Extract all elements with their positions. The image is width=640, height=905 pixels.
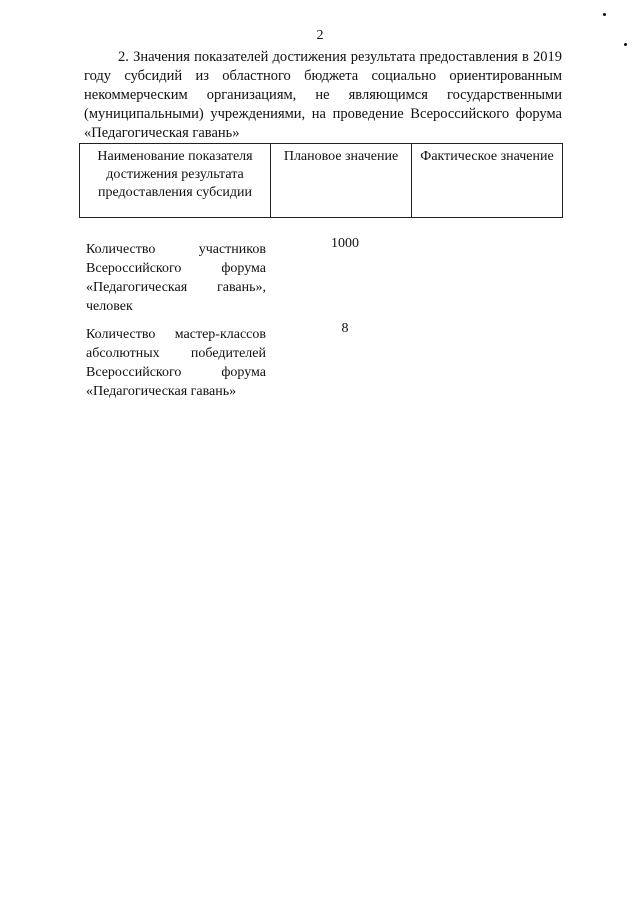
section-intro-paragraph: 2. Значения показателей достижения результата предоставления в 2019 году субсидий из областного бюджета социально ориентированным некоммерческим организациям, не являющимся государственными (муниципальными) учреждениями, на проведение Всероссийского форума «Педагогическая гавань» [84, 49, 562, 141]
planned-value: 8 [341, 321, 349, 336]
indicator-name: Количество участников Всероссийского форума «Педагогическая гавань», человек [86, 242, 266, 314]
header-planned-value: Плановое значение [271, 144, 412, 218]
planned-value: 1000 [331, 236, 359, 251]
indicator-name: Количество мастер-классов абсолютных победителей Всероссийского форума «Педагогическая гавань» [86, 327, 266, 399]
indicators-table [79, 143, 563, 218]
header-actual-value: Фактическое значение [412, 144, 563, 218]
scan-speck [603, 13, 606, 16]
header-indicator-name: Наименование показателя достижения результата предоставления субсидии [80, 144, 271, 218]
page-number: 2 [316, 28, 324, 43]
table-header-row [80, 144, 563, 218]
